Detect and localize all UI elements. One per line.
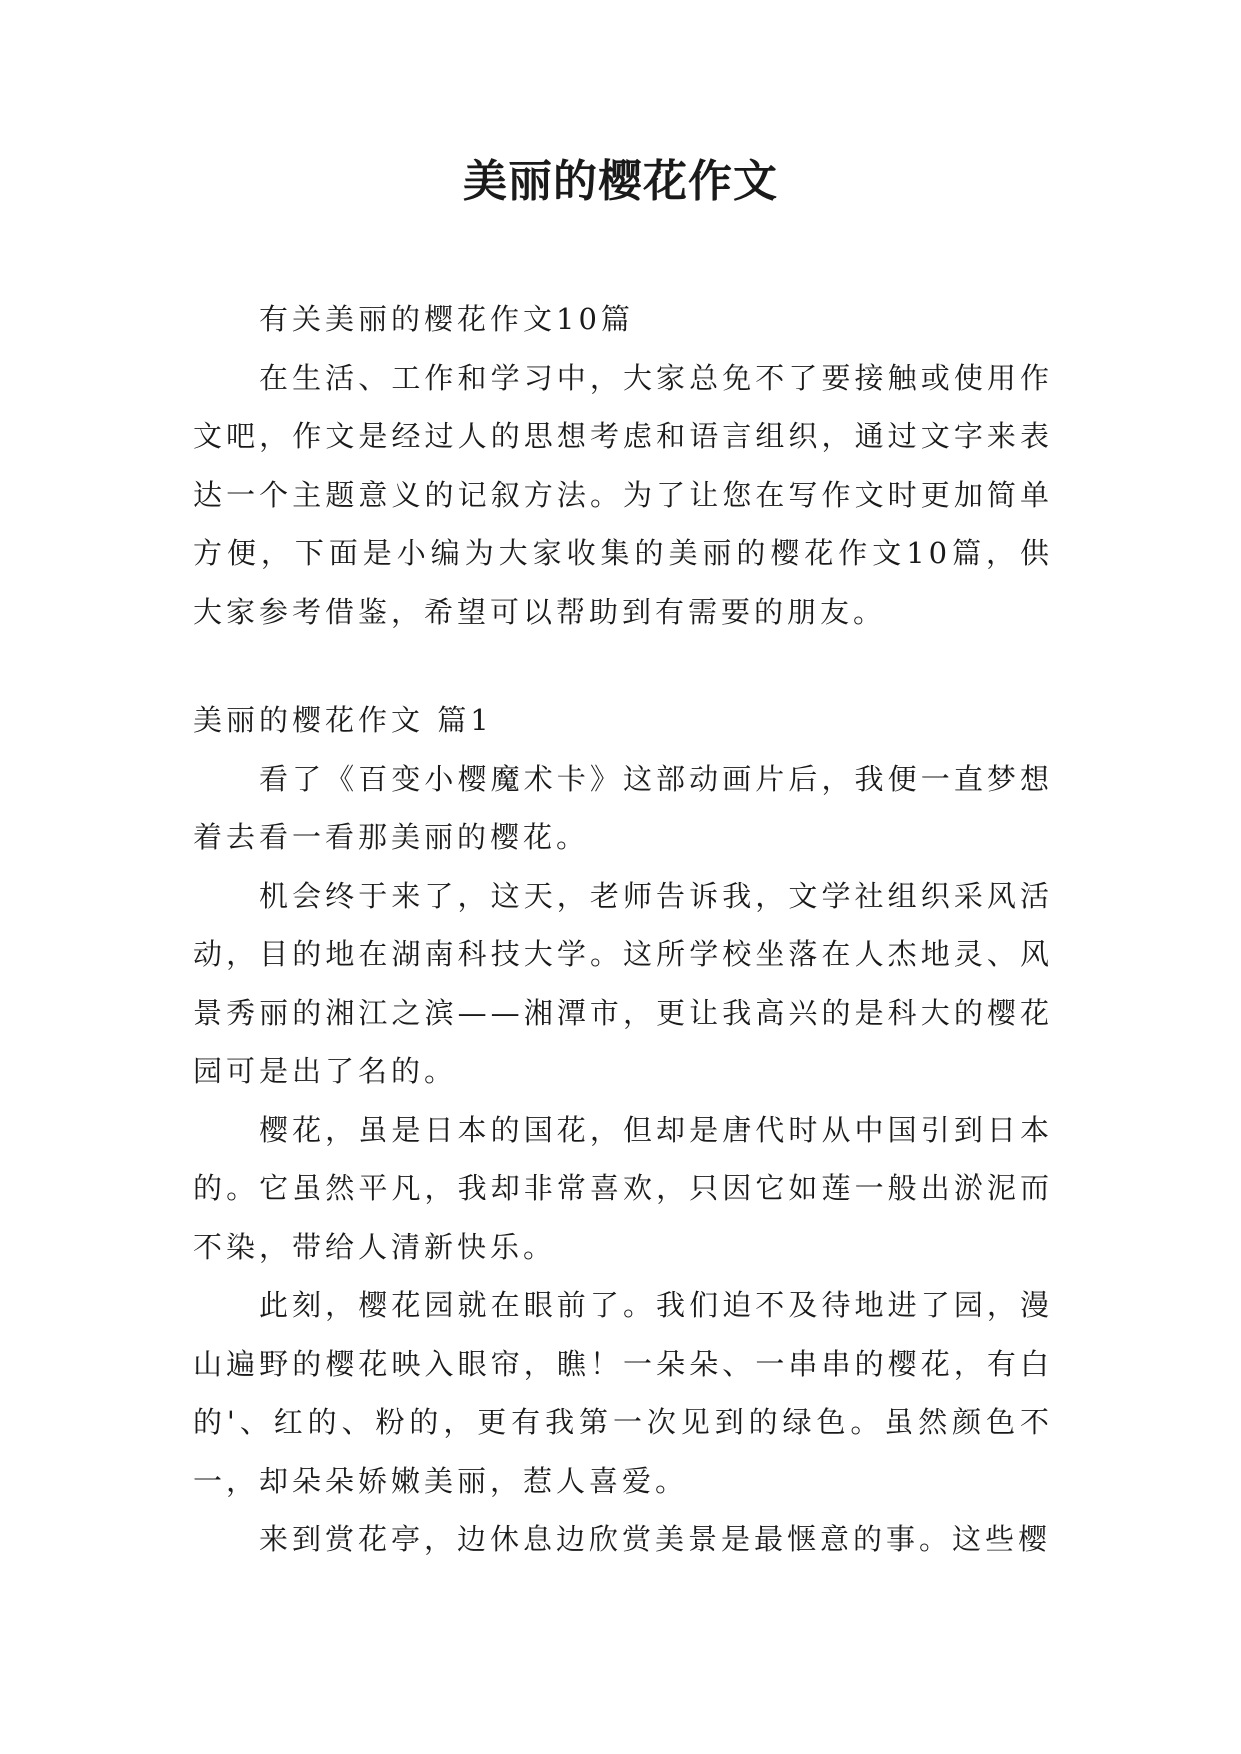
body-paragraph: 机会终于来了，这天，老师告诉我，文学社组织采风活动，目的地在湖南科技大学。这所学校坐落在人杰地灵、风景秀丽的湘江之滨——湘潭市，更让我高兴的是科大的樱花园可是出了名的。 [193,878,1053,1088]
intro-paragraph: 在生活、工作和学习中，大家总免不了要接触或使用作文吧，作文是经过人的思想考虑和语言组织，通过文字来表达一个主题意义的记叙方法。为了让您在写作文时更加简单方便，下面是小编为大家收集的美丽的樱花作文10篇，供大家参考借鉴，希望可以帮助到有需要的朋友。 [193,360,1053,629]
document-title: 美丽的樱花作文 [463,156,778,207]
body-paragraph: 此刻，樱花园就在眼前了。我们迫不及待地进了园，漫山遍野的樱花映入眼帘，瞧！一朵朵、一串串的樱花，有白的'、红的、粉的，更有我第一次见到的绿色。虽然颜色不一，却朵朵娇嫩美丽，惹人喜爱。 [193,1288,1053,1498]
section-heading: 美丽的樱花作文 篇1 [193,703,493,737]
document-subtitle: 有关美丽的樱花作文10篇 [259,302,634,336]
document-body [193,290,1053,1569]
body-paragraph: 樱花，虽是日本的国花，但却是唐代时从中国引到日本的。它虽然平凡，我却非常喜欢，只因它如莲一般出淤泥而不染，带给人清新快乐。 [193,1112,1053,1264]
body-paragraph: 看了《百变小樱魔术卡》这部动画片后，我便一直梦想着去看一看那美丽的樱花。 [193,761,1053,854]
body-paragraph: 来到赏花亭，边休息边欣赏美景是最惬意的事。这些樱 [259,1522,1052,1556]
